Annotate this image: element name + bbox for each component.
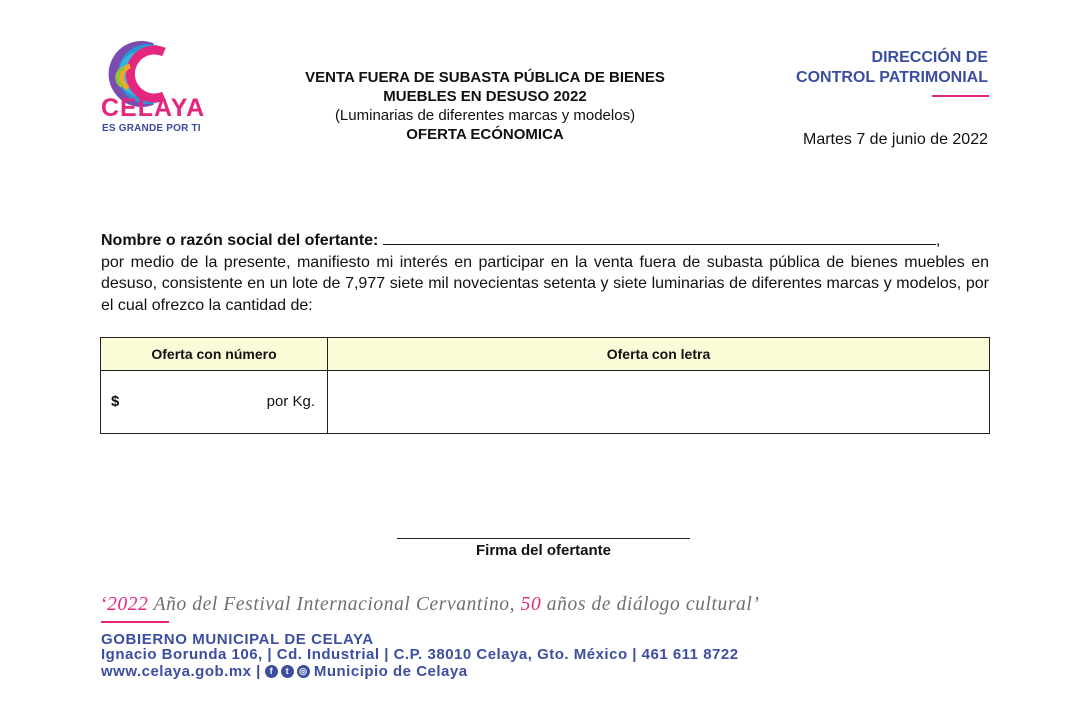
title-line-3: (Luminarias de diferentes marcas y modelos) xyxy=(334,107,636,124)
bidder-name-label: Nombre o razón social del ofertante: xyxy=(101,232,379,249)
table-header-row xyxy=(101,338,990,371)
slogan-year: ‘2022 xyxy=(100,594,149,615)
title-line-2: MUEBLES EN DESUSO 2022 xyxy=(383,88,587,105)
slogan-text: Año del Festival Internacional Cervantino, xyxy=(148,594,521,615)
instagram-icon[interactable]: ◎ xyxy=(297,665,310,678)
logo-tagline: ES GRANDE POR TI xyxy=(102,123,201,134)
logo-wordmark: CELAYA xyxy=(101,94,206,122)
title-line-4: OFERTA ECÓNOMICA xyxy=(406,126,564,143)
title-line-1: VENTA FUERA DE SUBASTA PÚBLICA DE BIENES xyxy=(305,69,665,86)
footer-slogan xyxy=(100,594,759,616)
signature-label: Firma del ofertante xyxy=(475,542,612,559)
document-date: Martes 7 de junio de 2022 xyxy=(802,131,988,148)
social-icons xyxy=(265,665,310,678)
header-offer-letter: Oferta con letra xyxy=(328,338,990,371)
footer-social-handle: Municipio de Celaya xyxy=(313,663,468,680)
department-underline xyxy=(932,95,989,97)
body-text: por medio de la presente, manifiesto mi interés en participar en la venta fuera de subasta pública de bienes muebles en desuso, consistente en un lote de 7,977 siete mil novecientas setenta y siete luminarias de diferentes marcas y modelos, por el cual ofrezco la cantidad de: xyxy=(101,253,989,314)
slogan-number: 50 xyxy=(520,594,542,615)
twitter-icon[interactable]: t xyxy=(281,665,294,678)
slogan-end: años de diálogo cultural’ xyxy=(541,594,760,615)
offer-table xyxy=(100,337,990,434)
currency-symbol: $ xyxy=(111,393,120,410)
footer-address: Ignacio Borunda 106, | Cd. Industrial | C.P. 38010 Celaya, Gto. México | 461 611 8722 xyxy=(101,646,739,663)
comma: , xyxy=(935,232,941,249)
offer-number-cell[interactable] xyxy=(101,371,328,434)
bidder-name-field[interactable] xyxy=(383,230,936,245)
document-title xyxy=(285,68,685,144)
slogan-underline xyxy=(101,621,169,623)
unit-label: por Kg. xyxy=(266,393,315,410)
table-row xyxy=(101,371,990,434)
footer-contact xyxy=(101,663,468,680)
body-paragraph xyxy=(101,230,989,316)
offer-letter-cell[interactable] xyxy=(328,371,990,434)
signature-line[interactable] xyxy=(397,538,690,539)
department-line-2: CONTROL PATRIMONIAL xyxy=(796,69,988,86)
department-heading xyxy=(740,48,988,88)
header-offer-number: Oferta con número xyxy=(101,338,328,371)
department-line-1: DIRECCIÓN DE xyxy=(871,49,988,66)
footer-government: GOBIERNO MUNICIPAL DE CELAYA xyxy=(101,631,374,648)
footer-website[interactable]: www.celaya.gob.mx | xyxy=(101,663,261,680)
facebook-icon[interactable]: f xyxy=(265,665,278,678)
